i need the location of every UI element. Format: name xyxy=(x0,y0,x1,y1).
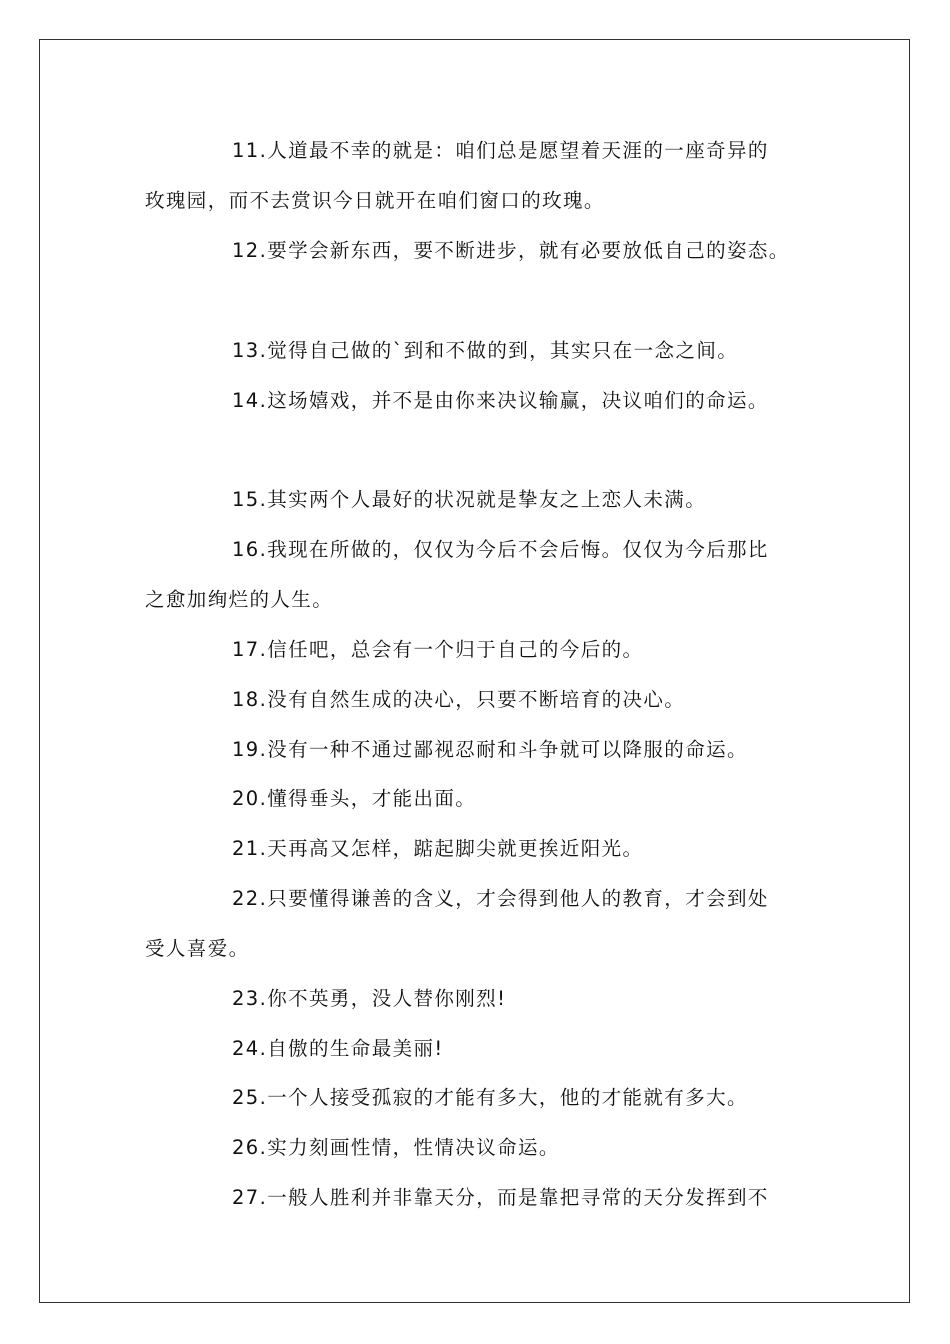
paragraph-11-line-1: 11.人道最不幸的就是：咱们总是愿望着天涯的一座奇异的 xyxy=(232,139,769,162)
paragraph-20: 20.懂得垂头，才能出面。 xyxy=(232,787,477,810)
paragraph-12: 12.要学会新东西，要不断进步，就有必要放低自己的姿态。 xyxy=(232,239,790,262)
paragraph-22-line-1: 22.只要懂得谦善的含义，才会得到他人的教育，才会到处 xyxy=(232,887,769,910)
paragraph-24: 24.自傲的生命最美丽! xyxy=(232,1037,444,1060)
paragraph-16-line-2: 之愈加绚烂的人生。 xyxy=(145,588,334,611)
paragraph-17: 17.信任吧，总会有一个归于自己的今后的。 xyxy=(232,638,644,661)
paragraph-15: 15.其实两个人最好的状况就是挚友之上恋人未满。 xyxy=(232,488,707,511)
paragraph-21: 21.天再高又怎样，踮起脚尖就更挨近阳光。 xyxy=(232,837,644,860)
paragraph-25: 25.一个人接受孤寂的才能有多大，他的才能就有多大。 xyxy=(232,1086,748,1109)
paragraph-13: 13.觉得自己做的`到和不做的到，其实只在一念之间。 xyxy=(232,339,739,362)
paragraph-11-line-2: 玫瑰园，而不去赏识今日就开在咱们窗口的玫瑰。 xyxy=(145,189,605,212)
paragraph-14: 14.这场嬉戏，并不是由你来决议输赢，决议咱们的命运。 xyxy=(232,389,769,412)
paragraph-27-line-1: 27.一般人胜利并非靠天分，而是靠把寻常的天分发挥到不 xyxy=(232,1186,769,1209)
paragraph-18: 18.没有自然生成的决心，只要不断培育的决心。 xyxy=(232,688,686,711)
paragraph-26: 26.实力刻画性情，性情决议命运。 xyxy=(232,1136,560,1159)
paragraph-16-line-1: 16.我现在所做的，仅仅为今后不会后悔。仅仅为今后那比 xyxy=(232,538,769,561)
paragraph-22-line-2: 受人喜爱。 xyxy=(145,937,250,960)
page-border xyxy=(39,39,910,1303)
paragraph-19: 19.没有一种不通过鄙视忍耐和斗争就可以降服的命运。 xyxy=(232,738,748,761)
paragraph-23: 23.你不英勇，没人替你刚烈! xyxy=(232,987,507,1010)
